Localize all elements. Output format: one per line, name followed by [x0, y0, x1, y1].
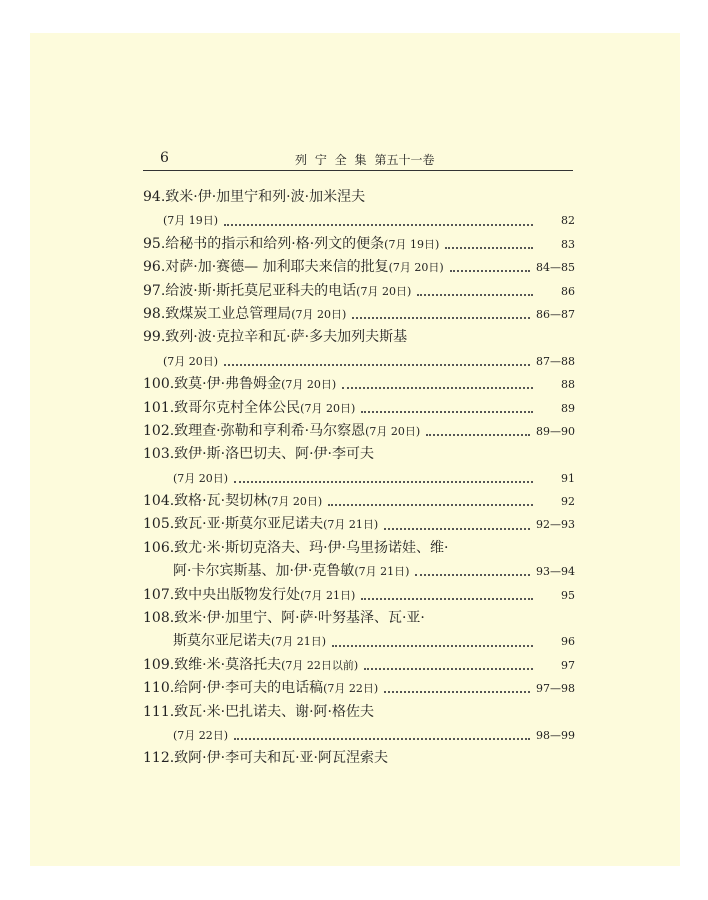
toc-entry-date: (7月 20日) [300, 401, 356, 415]
dot-leader [415, 573, 530, 576]
toc-entry [143, 186, 575, 209]
toc-entry-date: (7月 22日) [323, 682, 379, 696]
toc-entry-title: 99.致列·波·克拉辛和瓦·萨·多夫加列夫斯基 [143, 329, 408, 346]
toc-entry [143, 607, 575, 630]
toc-entry-pages: 91 [561, 471, 575, 485]
toc-entry [143, 584, 575, 607]
toc-entry-title: 斯莫尔亚尼诺夫 [173, 633, 271, 650]
toc-entry-date: (7月 21日) [300, 588, 356, 602]
toc-entry-pages: 84—85 [536, 261, 575, 275]
toc-entry-title: 101.致哥尔克村全体公民 [143, 399, 301, 416]
toc-entry-pages: 92—93 [536, 518, 575, 532]
toc-entry-date: (7月 20日) [163, 354, 219, 368]
toc-entry-title: 112.致阿·伊·李可夫和瓦·亚·阿瓦涅索夫 [143, 750, 388, 767]
toc-entry-title: 96.对萨·加·赛德— 加利耶夫来信的批复 [143, 259, 389, 276]
toc-entry-date: (7月 19日) [384, 237, 440, 251]
toc-entry-title: 109.致维·米·莫洛托夫 [143, 656, 282, 673]
toc-entry-date: (7月 21日) [271, 635, 327, 649]
toc-entry-pages: 89 [561, 401, 575, 415]
toc-entry-date: (7月 22日) [173, 728, 229, 742]
toc-entry-date: (7月 20日) [173, 471, 229, 485]
toc-entry-date: (7月 20日) [281, 378, 337, 392]
toc-entry [143, 350, 575, 373]
dot-leader [328, 503, 533, 506]
toc-entry-pages: 95 [561, 588, 575, 602]
dot-leader [426, 433, 530, 436]
dot-leader [234, 737, 530, 740]
toc-entry [143, 630, 575, 653]
toc-entry [143, 490, 575, 513]
toc-entry-date: (7月 19日) [163, 214, 219, 228]
toc-entry-pages: 97—98 [536, 682, 575, 696]
toc-entry [143, 373, 575, 396]
dot-leader [352, 316, 530, 319]
toc-entry [143, 303, 575, 326]
toc-entry-title: 阿·卡尔宾斯基、加·伊·克鲁敏 [173, 563, 355, 580]
toc-entry-title: 110.给阿·伊·李可夫的电话稿 [143, 680, 324, 697]
toc-entry-title: 97.给波·斯·斯托莫尼亚科夫的电话 [143, 282, 357, 299]
toc-entry [143, 209, 575, 232]
book-title: 列 宁 全 集 [295, 153, 369, 167]
toc-entry-pages: 82 [561, 214, 575, 228]
toc-entry-title: 106.致尤·米·斯切克洛夫、玛·伊·乌里扬诺娃、维· [143, 539, 449, 556]
toc-entry-pages: 96 [561, 635, 575, 649]
toc-entry-date: (7月 20日) [291, 307, 347, 321]
toc-entry [143, 326, 575, 349]
toc-entry-title: 111.致瓦·米·巴扎诺夫、谢·阿·格佐夫 [143, 703, 374, 720]
page-number: 6 [160, 150, 169, 166]
toc-entry [143, 397, 575, 420]
toc-entry-pages: 89—90 [536, 424, 575, 438]
toc-entry-pages: 97 [561, 658, 575, 672]
toc-entry-pages: 92 [561, 495, 575, 509]
toc-entry-title: 102.致理查·弥勒和亨利希·马尔察恩 [143, 422, 366, 439]
toc-entry-pages: 83 [561, 237, 575, 251]
toc-entry-date: (7月 20日) [388, 261, 444, 275]
toc-entry-date: (7月 21日) [354, 565, 410, 579]
toc-entry [143, 654, 575, 677]
toc-entry-title: 103.致伊·斯·洛巴切夫、阿·伊·李可夫 [143, 446, 374, 463]
toc-entry-title: 100.致莫·伊·弗鲁姆金 [143, 376, 282, 393]
dot-leader [384, 527, 530, 530]
toc-entry-date: (7月 20日) [365, 424, 421, 438]
dot-leader [364, 667, 533, 670]
toc-entry [143, 747, 575, 770]
dot-leader [361, 410, 533, 413]
toc-entry [143, 724, 575, 747]
volume-label: 第五十一卷 [374, 153, 435, 167]
toc-entry-title: 104.致格·瓦·契切林 [143, 493, 268, 510]
dot-leader [361, 597, 533, 600]
toc-entry-pages: 86 [561, 284, 575, 298]
toc-entry [143, 513, 575, 536]
dot-leader [332, 644, 533, 647]
toc-entry-pages: 86—87 [536, 307, 575, 321]
dot-leader [234, 480, 533, 483]
toc-entry-title: 105.致瓦·亚·斯莫尔亚尼诺夫 [143, 516, 324, 533]
toc-entry-title: 95.给秘书的指示和给列·格·列文的便条 [143, 235, 385, 252]
toc-entry [143, 560, 575, 583]
toc-entry-title: 108.致米·伊·加里宁、阿·萨·叶努基泽、瓦·亚· [143, 610, 425, 627]
toc-entry [143, 280, 575, 303]
toc-entry [143, 467, 575, 490]
toc-entry [143, 701, 575, 724]
toc-entry-pages: 88 [561, 378, 575, 392]
toc-entry-title: 94.致米·伊·加里宁和列·波·加米涅夫 [143, 189, 366, 205]
toc-entry-title: 107.致中央出版物发行处 [143, 586, 301, 603]
dot-leader [224, 363, 530, 366]
toc-entry-pages: 87—88 [536, 354, 575, 368]
dot-leader [384, 690, 530, 693]
running-title [295, 151, 434, 168]
toc-entry [143, 256, 575, 279]
toc-entry-pages: 98—99 [536, 728, 575, 742]
toc-entry [143, 443, 575, 466]
toc-entry-pages: 93—94 [536, 565, 575, 579]
toc-entry-date: (7月 21日) [323, 518, 379, 532]
dot-leader [224, 223, 533, 226]
dot-leader [445, 246, 533, 249]
toc-entry [143, 420, 575, 443]
toc-entry-title: 98.致煤炭工业总管理局 [143, 305, 292, 322]
dot-leader [450, 269, 530, 272]
toc-entry [143, 537, 575, 560]
toc-entry-date: (7月 20日) [267, 495, 323, 509]
toc-entry-date: (7月 20日) [356, 284, 412, 298]
toc-entry-date: (7月 22日以前) [281, 658, 359, 672]
running-header [143, 148, 573, 171]
dot-leader [417, 293, 533, 296]
toc-entry [143, 233, 575, 256]
toc-entry [143, 677, 575, 700]
table-of-contents [143, 186, 575, 771]
dot-leader [342, 386, 533, 389]
